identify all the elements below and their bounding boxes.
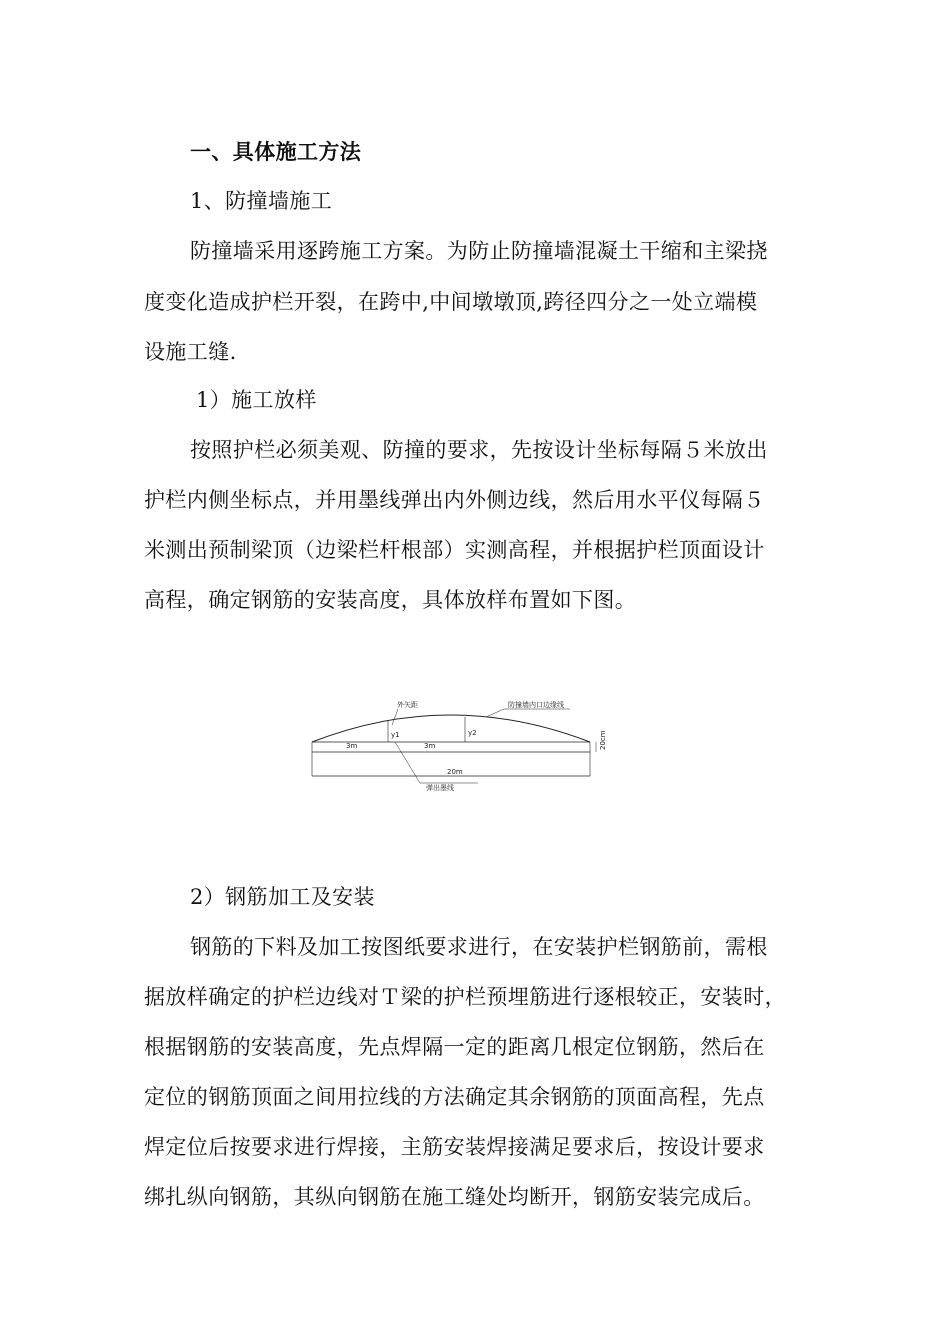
section1-title: 1、防撞墙施工 xyxy=(190,189,333,213)
subsection2-title: 2）钢筋加工及安装 xyxy=(190,885,375,909)
para3-line: 根据钢筋的安装高度，先点焊隔一定的距离几根定位钢筋，然后在 xyxy=(144,1035,765,1059)
layout-diagram xyxy=(300,690,620,800)
label-y1: y1 xyxy=(391,731,400,739)
label-3m-right: 3m xyxy=(424,742,436,750)
para1-line: 防撞墙采用逐跨施工方案。为防止防撞墙混凝土干缩和主梁挠 xyxy=(190,239,768,263)
leader-edge xyxy=(486,709,504,717)
label-inner-edge: 防撞墙内口边缘线 xyxy=(508,701,564,709)
para1-line: 设施工缝. xyxy=(144,340,237,364)
section-heading: 一、具体施工方法 xyxy=(190,139,362,164)
para3-line: 据放样确定的护栏边线对Ｔ梁的护栏预埋筋进行逐根较正，安装时， xyxy=(144,985,786,1009)
leader-ink xyxy=(395,742,420,783)
leader-offset xyxy=(392,709,398,725)
label-ink-line: 弹出墨线 xyxy=(426,784,454,792)
label-3m-left: 3m xyxy=(346,742,358,750)
label-outer-offset: 外矢距 xyxy=(397,701,418,709)
para2-line: 米测出预制梁顶（边梁栏杆根部）实测高程，并根据护栏顶面设计 xyxy=(144,538,765,562)
para3-line: 绑扎纵向钢筋，其纵向钢筋在施工缝处均断开，钢筋安装完成后。 xyxy=(144,1185,765,1209)
label-20m: 20m xyxy=(447,768,463,776)
para1-line: 度变化造成护栏开裂，在跨中,中间墩墩顶,跨径四分之一处立端模 xyxy=(144,290,758,314)
label-y2: y2 xyxy=(468,729,477,737)
guardrail-curve xyxy=(312,715,590,742)
para2-line: 按照护栏必须美观、防撞的要求，先按设计坐标每隔５米放出 xyxy=(190,438,768,462)
para2-line: 护栏内侧坐标点，并用墨线弹出内外侧边线，然后用水平仪每隔５ xyxy=(144,488,765,512)
subsection1-title: 1）施工放样 xyxy=(196,388,317,412)
para2-line: 高程，确定钢筋的安装高度，具体放样布置如下图。 xyxy=(144,588,637,612)
para3-line: 焊定位后按要求进行焊接，主筋安装焊接满足要求后，按设计要求 xyxy=(144,1135,765,1159)
para3-line: 定位的钢筋顶面之间用拉线的方法确定其余钢筋的顶面高程，先点 xyxy=(144,1085,765,1109)
label-20cm: 20cm xyxy=(599,730,607,750)
para3-line: 钢筋的下料及加工按图纸要求进行，在安装护栏钢筋前，需根 xyxy=(190,935,768,959)
